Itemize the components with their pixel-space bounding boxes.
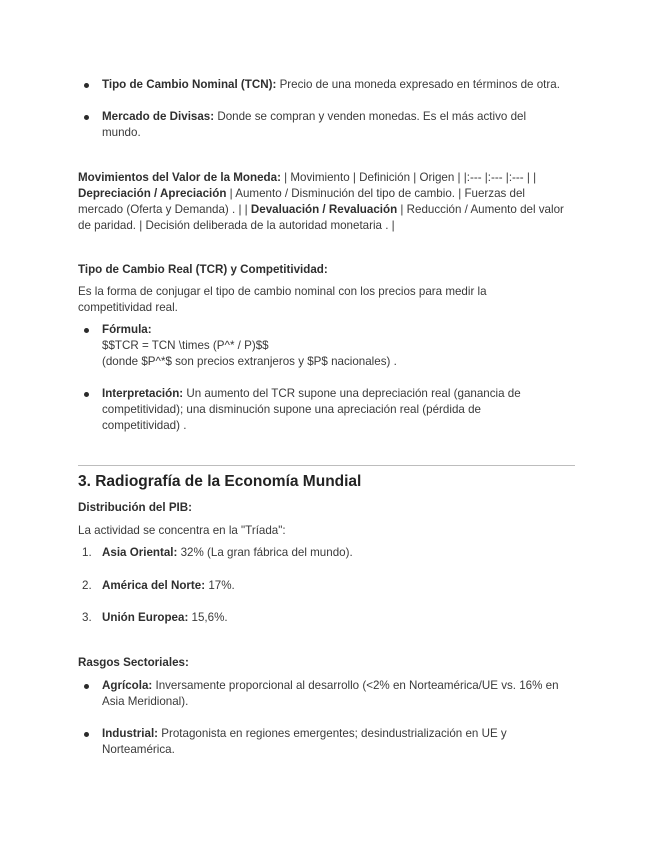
value-ue: 15,6%. (188, 611, 228, 624)
section-divider (78, 465, 575, 466)
bullet-dot (84, 684, 89, 689)
movimientos-row1: | Aumento / Disminución del tipo de cambio. | Fuerzas del (226, 187, 526, 200)
def-tcn: Precio de una moneda expresado en términos de otra. (276, 78, 560, 91)
bullet-dot (84, 328, 89, 333)
formula-label: Fórmula: (102, 323, 152, 336)
list-item-america (78, 578, 578, 594)
pib-heading: Distribución del PIB: (78, 501, 193, 514)
list-item-ue (78, 610, 578, 626)
bullet-interpretacion (78, 386, 578, 434)
tcr-intro-l2: competitividad real. (78, 301, 178, 314)
value-america: 17%. (205, 579, 235, 592)
term-agricola: Agrícola: (102, 679, 153, 692)
pib-intro: La actividad se concentra en la "Tríada": (78, 524, 286, 537)
interp-l2: competitividad); una disminución supone una apreciación real (pérdida de (102, 403, 481, 416)
def-mercado-l1: Donde se compran y venden monedas. Es el más activo del (214, 110, 527, 123)
agricola-l1: Inversamente proporcional al desarrollo (<2% en Norteamérica/UE vs. 16% en (152, 679, 559, 692)
bullet-agricola (78, 678, 578, 710)
def-mercado-l2: mundo. (102, 126, 141, 139)
bullet-dot (84, 392, 89, 397)
bullet-dot (84, 115, 89, 120)
term-america: América del Norte: (102, 579, 206, 592)
term-asia: Asia Oriental: (102, 546, 178, 559)
bullet-mercado-divisas (78, 109, 578, 141)
bullet-dot (84, 732, 89, 737)
movimientos-paragraph (78, 170, 578, 234)
bullet-tcn (78, 77, 578, 93)
bullet-industrial (78, 726, 578, 758)
term-industrial: Industrial: (102, 727, 159, 740)
interp-term: Interpretación: (102, 387, 184, 400)
section-3-title: 3. Radiografía de la Economía Mundial (78, 473, 362, 490)
bullet-formula (78, 322, 578, 370)
tcr-intro-l1: Es la forma de conjugar el tipo de cambio nominal con los precios para medir la (78, 285, 487, 298)
term-tcn: Tipo de Cambio Nominal (TCN): (102, 78, 277, 91)
tcr-heading: Tipo de Cambio Real (TCR) y Competitividad: (78, 263, 328, 276)
list-number: 2. (82, 579, 92, 592)
rasgos-heading: Rasgos Sectoriales: (78, 656, 189, 669)
tcr-intro (78, 284, 578, 316)
movimientos-row1-end: mercado (Oferta y Demanda) . | | (78, 203, 248, 216)
list-item-asia (78, 545, 578, 561)
movimientos-row2: | Reducción / Aumento del valor (397, 203, 564, 216)
devaluacion-term: Devaluación / Revaluación (247, 203, 398, 216)
movimientos-row2-end: de paridad. | Decisión deliberada de la autoridad monetaria . | (78, 219, 395, 232)
term-ue: Unión Europea: (102, 611, 189, 624)
formula-text: $$TCR = TCN \times (P^* / P)$$ (102, 339, 269, 352)
formula-note: (donde $P^*$ son precios extranjeros y $P$ nacionales) . (102, 355, 397, 368)
industrial-l2: Norteamérica. (102, 743, 175, 756)
list-number: 1. (82, 546, 92, 559)
value-asia: 32% (La gran fábrica del mundo). (177, 546, 353, 559)
agricola-l2: Asia Meridional). (102, 695, 189, 708)
movimientos-title: Movimientos del Valor de la Moneda: (78, 171, 281, 184)
bullet-dot (84, 83, 89, 88)
list-number: 3. (82, 611, 92, 624)
interp-l3: competitividad) . (102, 419, 187, 432)
term-mercado: Mercado de Divisas: (102, 110, 215, 123)
interp-l1: Un aumento del TCR supone una depreciación real (ganancia de (183, 387, 521, 400)
movimientos-table-header: | Movimiento | Definición | Origen | |:--- |:--- |:--- | | (280, 171, 537, 184)
depreciacion-term: Depreciación / Apreciación (78, 187, 227, 200)
industrial-l1: Protagonista en regiones emergentes; desindustrialización en UE y (158, 727, 507, 740)
